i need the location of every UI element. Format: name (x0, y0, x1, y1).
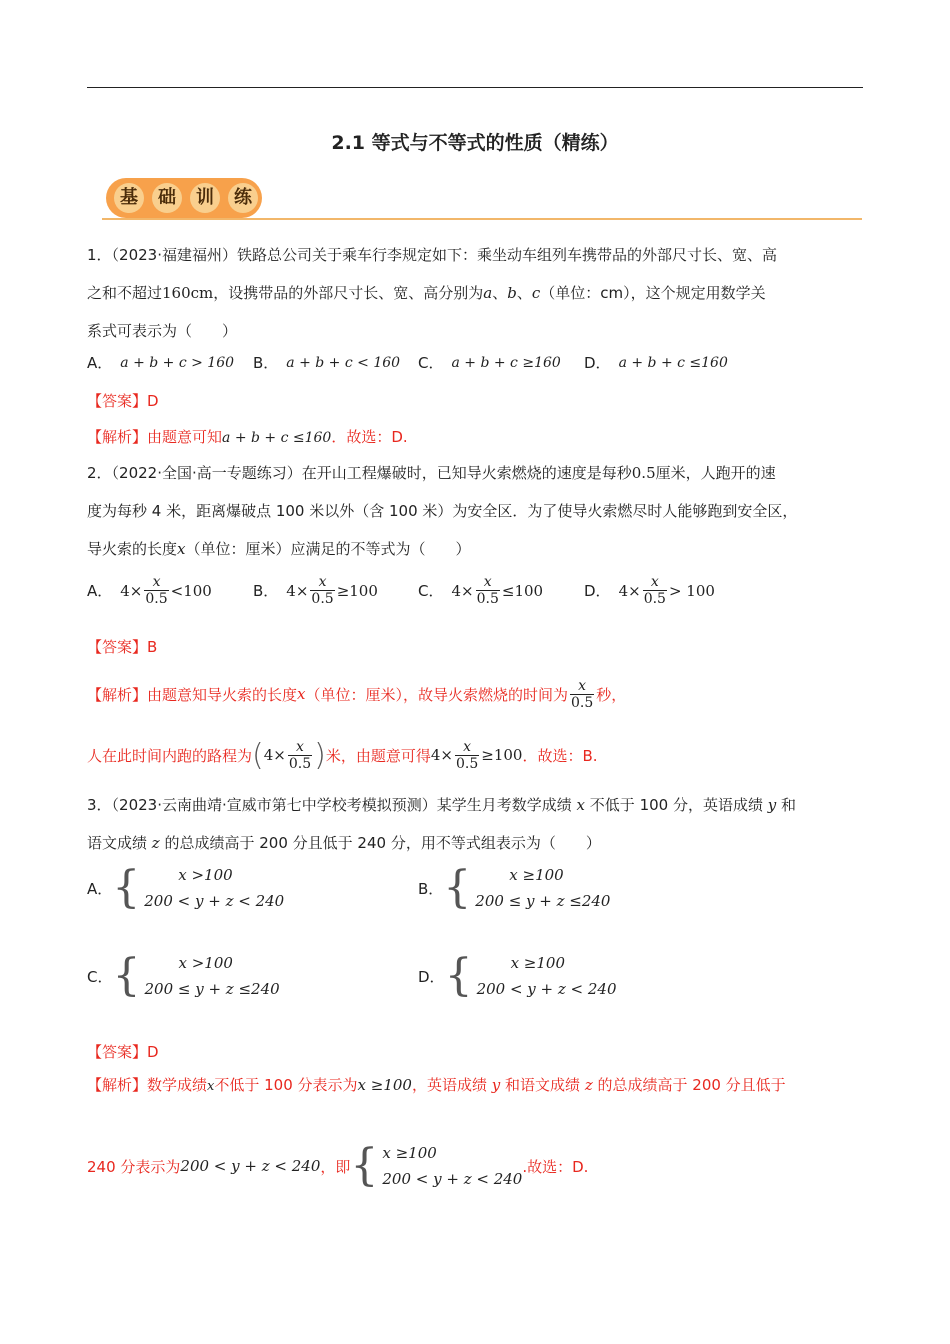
banner-char-3: 训 (190, 183, 220, 213)
q2-option-b: B． 4× $\frac{x}{0.5}$ ≥100 (253, 574, 378, 607)
section-banner (102, 178, 862, 220)
q3-option-b: B． { x ≥100 200 ≤ y + z ≤240 (418, 862, 611, 913)
q3-option-d: D． { x ≥100 200 < y + z < 240 (418, 950, 617, 1001)
q3-line-2: 语文成绩 z 的总成绩高于 200 分且低于 240 分，用不等式组表示为（ ） (87, 834, 601, 852)
banner-char-4: 练 (228, 183, 258, 213)
q2-analysis-fraction-1: $\frac{x}{0.5}$ (571, 677, 594, 711)
q2-option-c: C． 4× $\frac{x}{0.5}$ ≤100 (418, 574, 544, 607)
question-2-text (87, 454, 867, 568)
q2-d-fraction: $\frac{x}{0.5}$ (643, 574, 666, 607)
q3-analysis-system: { x ≥100 200 < y + z < 240 (350, 1140, 523, 1191)
q1-option-a: A． a + b + c > 160 (87, 354, 235, 372)
q3-analysis-line-2: 240 分表示为 200 < y + z < 240 ，即 { x ≥100 200 < y + z < 240 .故选：D. (87, 1140, 589, 1191)
q2-a-fraction: $\frac{x}{0.5}$ (145, 574, 168, 607)
q3-analysis-line-1: 【解析】数学成绩x不低于 100 分表示为x ≥100，英语成绩 y 和语文成绩 z 的总成绩高于 200 分且低于 (87, 1076, 786, 1094)
q2-c-fraction: $\frac{x}{0.5}$ (476, 574, 499, 607)
banner-char-1: 基 (114, 183, 144, 213)
banner-underline (102, 218, 862, 220)
question-3-text (87, 786, 867, 862)
q3-option-c: C． { x >100 200 ≤ y + z ≤240 (87, 950, 280, 1001)
q1-line-2: 之和不超过160cm，设携带品的外部尺寸长、宽、高分别为a、b、c（单位：cm），这个规定用数学关 (87, 284, 766, 302)
q2-b-fraction: $\frac{x}{0.5}$ (311, 574, 334, 607)
q1-option-d: D． a + b + c ≤160 (584, 354, 728, 372)
left-paren: ( (252, 737, 264, 773)
q1-option-b: B． a + b + c < 160 (253, 354, 401, 372)
q3-a-system: { x >100 200 < y + z < 240 (112, 862, 285, 913)
q3-c-system: { x >100 200 ≤ y + z ≤240 (112, 950, 280, 1001)
q2-line-3: 导火索的长度x（单位：厘米）应满足的不等式为（ ） (87, 540, 471, 558)
q1-line-1: 1．（2023·福建福州）铁路总公司关于乘车行李规定如下：乘坐动车组列车携带品的外部尺寸长、宽、高 (87, 246, 777, 264)
q2-analysis-fraction-3: $\frac{x}{0.5}$ (455, 738, 479, 772)
q2-line-1: 2．（2022·全国·高一专题练习）在开山工程爆破时，已知导火索燃烧的速度是每秒0.5厘米，人跑开的速 (87, 464, 776, 482)
header-rule (87, 87, 863, 88)
q1-analysis: 【解析】由题意可知a + b + c ≤160．故选：D. (87, 428, 408, 446)
question-1-text (87, 236, 867, 350)
q1-line-3: 系式可表示为（ ） (87, 322, 238, 340)
q1-answer: 【答案】D (87, 392, 159, 410)
q2-option-a: A． 4× $\frac{x}{0.5}$ <100 (87, 574, 212, 607)
page-title: 2.1 等式与不等式的性质（精练） (331, 132, 619, 154)
q2-answer: 【答案】B (87, 638, 158, 656)
q3-b-system: { x ≥100 200 ≤ y + z ≤240 (443, 862, 611, 913)
q1-option-c: C． a + b + c ≥160 (418, 354, 561, 372)
banner-char-2: 础 (152, 183, 182, 213)
q2-analysis-line-1: 【解析】由题意知导火索的长度 x （单位：厘米），故导火索燃烧的时间为 $\frac{x}{0.5}$ 秒， (87, 677, 627, 711)
q3-answer: 【答案】D (87, 1043, 159, 1061)
q3-option-a: A． { x >100 200 < y + z < 240 (87, 862, 285, 913)
q2-option-d: D． 4× $\frac{x}{0.5}$ > 100 (584, 574, 715, 607)
q3-d-system: { x ≥100 200 < y + z < 240 (444, 950, 617, 1001)
q2-analysis-fraction-2: $\frac{x}{0.5}$ (288, 738, 312, 772)
right-paren: ) (314, 737, 326, 773)
q2-line-2: 度为每秒 4 米，距离爆破点 100 米以外（含 100 米）为安全区．为了使导火索燃尽时人能够跑到安全区， (87, 502, 798, 520)
q2-analysis-line-2: 人在此时间内跑的路程为 ( 4× $\frac{x}{0.5}$ ) 米，由题意可得 4× $\frac{x}{0.5}$ ≥100 ．故选：B. (87, 737, 598, 773)
q3-line-1: 3．（2023·云南曲靖·宣威市第七中学校考模拟预测）某学生月考数学成绩 x 不低于 100 分，英语成绩 y 和 (87, 796, 797, 814)
